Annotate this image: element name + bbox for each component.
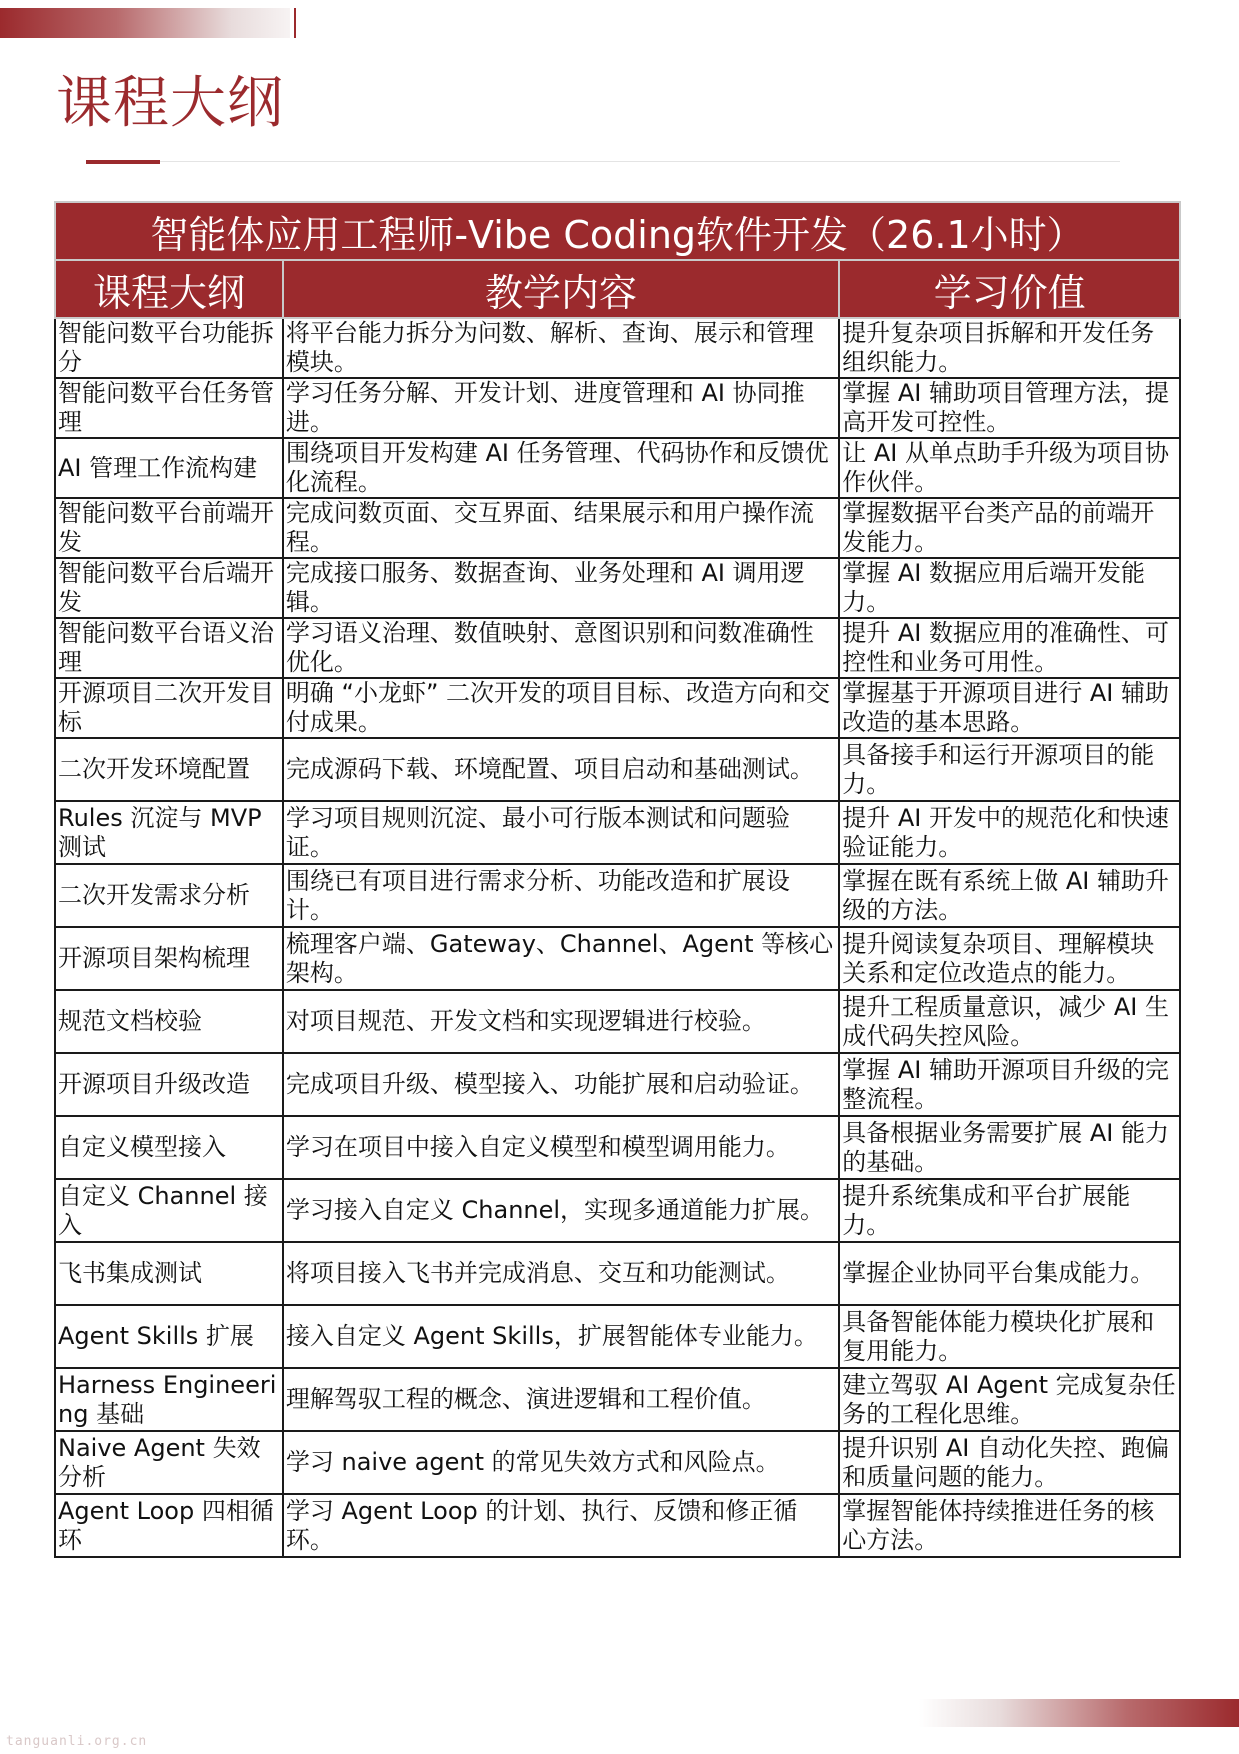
table-row xyxy=(55,1431,1180,1494)
column-header-content: 教学内容 xyxy=(283,260,839,318)
cell-value: 掌握 AI 辅助项目管理方法，提高开发可控性。 xyxy=(839,378,1180,438)
column-header-value: 学习价值 xyxy=(839,260,1180,318)
cell-value: 提升阅读复杂项目、理解模块关系和定位改造点的能力。 xyxy=(839,927,1180,990)
title-underline xyxy=(160,161,1120,162)
column-header-module: 课程大纲 xyxy=(55,260,283,318)
cell-module: 智能问数平台功能拆分 xyxy=(55,318,283,378)
watermark: tanguanli.org.cn xyxy=(6,1734,148,1749)
cell-value: 让 AI 从单点助手升级为项目协作伙伴。 xyxy=(839,438,1180,498)
table-row xyxy=(55,990,1180,1053)
cell-value: 提升 AI 开发中的规范化和快速验证能力。 xyxy=(839,801,1180,864)
cell-content: 完成源码下载、环境配置、项目启动和基础测试。 xyxy=(283,738,839,801)
table-row xyxy=(55,1116,1180,1179)
table-row xyxy=(55,678,1180,738)
cell-content: 学习接入自定义 Channel，实现多通道能力扩展。 xyxy=(283,1179,839,1242)
cell-content: 完成接口服务、数据查询、业务处理和 AI 调用逻辑。 xyxy=(283,558,839,618)
cell-content: 学习在项目中接入自定义模型和模型调用能力。 xyxy=(283,1116,839,1179)
table-row xyxy=(55,1053,1180,1116)
cell-module: 自定义模型接入 xyxy=(55,1116,283,1179)
top-decor-tick xyxy=(294,8,296,38)
cell-module: 二次开发环境配置 xyxy=(55,738,283,801)
table-row xyxy=(55,1242,1180,1305)
table-row xyxy=(55,927,1180,990)
cell-value: 掌握基于开源项目进行 AI 辅助改造的基本思路。 xyxy=(839,678,1180,738)
cell-module: 智能问数平台任务管理 xyxy=(55,378,283,438)
cell-content: 接入自定义 Agent Skills，扩展智能体专业能力。 xyxy=(283,1305,839,1368)
cell-value: 提升工程质量意识，减少 AI 生成代码失控风险。 xyxy=(839,990,1180,1053)
cell-value: 掌握 AI 数据应用后端开发能力。 xyxy=(839,558,1180,618)
table-row xyxy=(55,1305,1180,1368)
cell-value: 具备接手和运行开源项目的能力。 xyxy=(839,738,1180,801)
table-row xyxy=(55,1368,1180,1431)
table-row xyxy=(55,558,1180,618)
table-row xyxy=(55,1179,1180,1242)
table-row xyxy=(55,318,1180,378)
cell-content: 明确 “小龙虾” 二次开发的项目目标、改造方向和交付成果。 xyxy=(283,678,839,738)
cell-value: 掌握 AI 辅助开源项目升级的完整流程。 xyxy=(839,1053,1180,1116)
table-row xyxy=(55,1494,1180,1557)
title-underline-accent xyxy=(86,160,160,164)
cell-value: 掌握智能体持续推进任务的核心方法。 xyxy=(839,1494,1180,1557)
cell-module: 开源项目架构梳理 xyxy=(55,927,283,990)
cell-content: 学习 Agent Loop 的计划、执行、反馈和修正循环。 xyxy=(283,1494,839,1557)
table-body xyxy=(55,318,1180,1557)
cell-value: 提升 AI 数据应用的准确性、可控性和业务可用性。 xyxy=(839,618,1180,678)
cell-module: 开源项目二次开发目标 xyxy=(55,678,283,738)
table-row xyxy=(55,498,1180,558)
cell-module: Naive Agent 失效分析 xyxy=(55,1431,283,1494)
cell-content: 理解驾驭工程的概念、演进逻辑和工程价值。 xyxy=(283,1368,839,1431)
table-row xyxy=(55,864,1180,927)
cell-value: 建立驾驭 AI Agent 完成复杂任务的工程化思维。 xyxy=(839,1368,1180,1431)
cell-module: 二次开发需求分析 xyxy=(55,864,283,927)
cell-module: 规范文档校验 xyxy=(55,990,283,1053)
cell-module: AI 管理工作流构建 xyxy=(55,438,283,498)
syllabus-table xyxy=(54,201,1181,1558)
table-row xyxy=(55,438,1180,498)
cell-content: 学习语义治理、数值映射、意图识别和问数准确性优化。 xyxy=(283,618,839,678)
cell-module: Agent Skills 扩展 xyxy=(55,1305,283,1368)
table-row xyxy=(55,378,1180,438)
cell-content: 完成问数页面、交互界面、结果展示和用户操作流程。 xyxy=(283,498,839,558)
cell-content: 将项目接入飞书并完成消息、交互和功能测试。 xyxy=(283,1242,839,1305)
cell-value: 提升识别 AI 自动化失控、跑偏和质量问题的能力。 xyxy=(839,1431,1180,1494)
cell-content: 完成项目升级、模型接入、功能扩展和启动验证。 xyxy=(283,1053,839,1116)
cell-module: 智能问数平台前端开发 xyxy=(55,498,283,558)
cell-content: 对项目规范、开发文档和实现逻辑进行校验。 xyxy=(283,990,839,1053)
page-title: 课程大纲 xyxy=(56,71,284,136)
cell-module: 智能问数平台后端开发 xyxy=(55,558,283,618)
table-row xyxy=(55,738,1180,801)
cell-module: Agent Loop 四相循环 xyxy=(55,1494,283,1557)
cell-module: 自定义 Channel 接入 xyxy=(55,1179,283,1242)
cell-module: 飞书集成测试 xyxy=(55,1242,283,1305)
cell-value: 掌握数据平台类产品的前端开发能力。 xyxy=(839,498,1180,558)
cell-value: 提升复杂项目拆解和开发任务组织能力。 xyxy=(839,318,1180,378)
table-row xyxy=(55,801,1180,864)
top-decor-bar xyxy=(0,8,290,38)
cell-module: Harness Engineering 基础 xyxy=(55,1368,283,1431)
bottom-decor-bar xyxy=(919,1699,1239,1727)
cell-content: 学习 naive agent 的常见失效方式和风险点。 xyxy=(283,1431,839,1494)
cell-content: 梳理客户端、Gateway、Channel、Agent 等核心架构。 xyxy=(283,927,839,990)
cell-value: 具备智能体能力模块化扩展和复用能力。 xyxy=(839,1305,1180,1368)
table-row xyxy=(55,618,1180,678)
cell-value: 掌握企业协同平台集成能力。 xyxy=(839,1242,1180,1305)
course-banner: 智能体应用工程师-Vibe Coding软件开发（26.1小时） xyxy=(55,202,1180,260)
cell-module: 智能问数平台语义治理 xyxy=(55,618,283,678)
cell-content: 将平台能力拆分为问数、解析、查询、展示和管理模块。 xyxy=(283,318,839,378)
cell-content: 围绕已有项目进行需求分析、功能改造和扩展设计。 xyxy=(283,864,839,927)
cell-module: 开源项目升级改造 xyxy=(55,1053,283,1116)
cell-content: 学习任务分解、开发计划、进度管理和 AI 协同推进。 xyxy=(283,378,839,438)
cell-value: 具备根据业务需要扩展 AI 能力的基础。 xyxy=(839,1116,1180,1179)
cell-content: 围绕项目开发构建 AI 任务管理、代码协作和反馈优化流程。 xyxy=(283,438,839,498)
cell-content: 学习项目规则沉淀、最小可行版本测试和问题验证。 xyxy=(283,801,839,864)
cell-module: Rules 沉淀与 MVP 测试 xyxy=(55,801,283,864)
cell-value: 提升系统集成和平台扩展能力。 xyxy=(839,1179,1180,1242)
cell-value: 掌握在既有系统上做 AI 辅助升级的方法。 xyxy=(839,864,1180,927)
